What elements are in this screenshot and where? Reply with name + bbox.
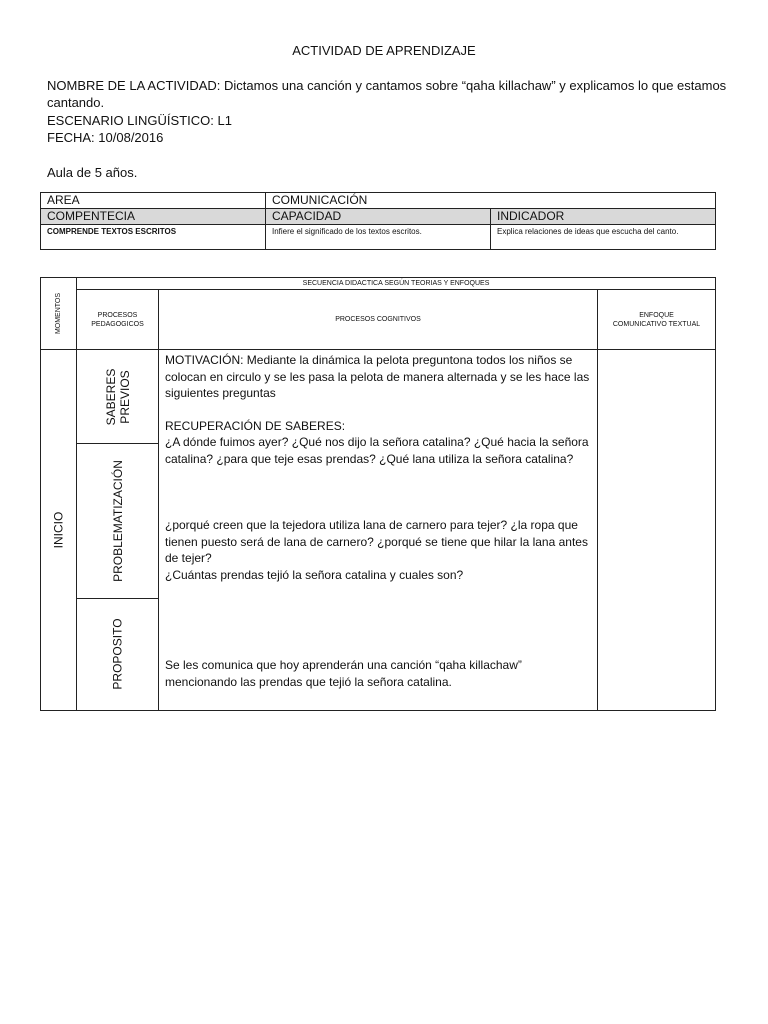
stage-saberes-previos: SABERES PREVIOS bbox=[103, 368, 132, 425]
stage-proposito: PROPOSITO bbox=[110, 618, 125, 690]
indicador-value: Explica relaciones de ideas que escucha del canto. bbox=[491, 225, 716, 250]
stage-problematizacion: PROBLEMATIZACIÓN bbox=[110, 460, 125, 582]
secuencia-header: SECUENCIA DIDACTICA SEGÚN TEORIAS Y ENFOQUES bbox=[77, 278, 716, 290]
procesos-cognitivos-header: PROCESOS COGNITIVOS bbox=[335, 316, 421, 324]
problematizacion-text-2: ¿Cuántas prendas tejió la señora catalina y cuales son? bbox=[165, 567, 464, 582]
document-title: ACTIVIDAD DE APRENDIZAJE bbox=[292, 43, 476, 58]
recuperacion-text: ¿A dónde fuimos ayer? ¿Qué nos dijo la señora catalina? ¿Qué hacia la señora catalina? ¿para que teje esas prendas? ¿Qué lana utiliza la señora catalina? bbox=[165, 435, 589, 466]
capacidad-label: CAPACIDAD bbox=[266, 209, 491, 225]
recuperacion-title: RECUPERACIÓN DE SABERES: bbox=[165, 418, 346, 433]
motivacion-text: MOTIVACIÓN: Mediante la dinámica la pelota preguntona todos los niños se colocan en circulo y se les pasa la pelota de manera alternada y se les hace las siguientes preguntas bbox=[165, 353, 590, 400]
proposito-text: Se les comunica que hoy aprenderán una canción “qaha killachaw” mencionando las prendas que tejió la señora catalina. bbox=[165, 658, 522, 689]
area-label: AREA bbox=[41, 193, 266, 209]
classroom-label: Aula de 5 años. bbox=[47, 165, 138, 180]
competencia-label: COMPENTECIA bbox=[41, 209, 266, 225]
info-table bbox=[40, 192, 716, 250]
activity-date: FECHA: 10/08/2016 bbox=[47, 130, 164, 145]
procesos-pedagogicos-header: PROCESOS PEDAGOGICOS bbox=[91, 311, 144, 328]
capacidad-value: Infiere el significado de los textos escritos. bbox=[266, 225, 491, 250]
enfoque-header: ENFOQUE COMUNICATIVO TEXTUAL bbox=[612, 311, 701, 328]
sequence-table bbox=[40, 277, 716, 711]
enfoque-cell bbox=[598, 350, 716, 711]
cognitive-process-content bbox=[159, 350, 598, 711]
indicador-label: INDICADOR bbox=[491, 209, 716, 225]
linguistic-scenario: ESCENARIO LINGÜÍSTICO: L1 bbox=[47, 113, 232, 128]
problematizacion-text-1: ¿porqué creen que la tejedora utiliza lana de carnero para tejer? ¿la ropa que tienen puesto será de lana de carnero? ¿porqué se tiene que hilar la lana antes de tejer? bbox=[165, 518, 588, 565]
momentos-header: MOMENTOS bbox=[55, 292, 63, 335]
moment-inicio: INICIO bbox=[51, 511, 66, 549]
activity-name: NOMBRE DE LA ACTIVIDAD: Dictamos una canción y cantamos sobre “qaha killachaw” y explicamos lo que estamos cantando. bbox=[47, 78, 727, 110]
area-value: COMUNICACIÓN bbox=[266, 193, 716, 209]
competencia-value: COMPRENDE TEXTOS ESCRITOS bbox=[41, 225, 266, 250]
